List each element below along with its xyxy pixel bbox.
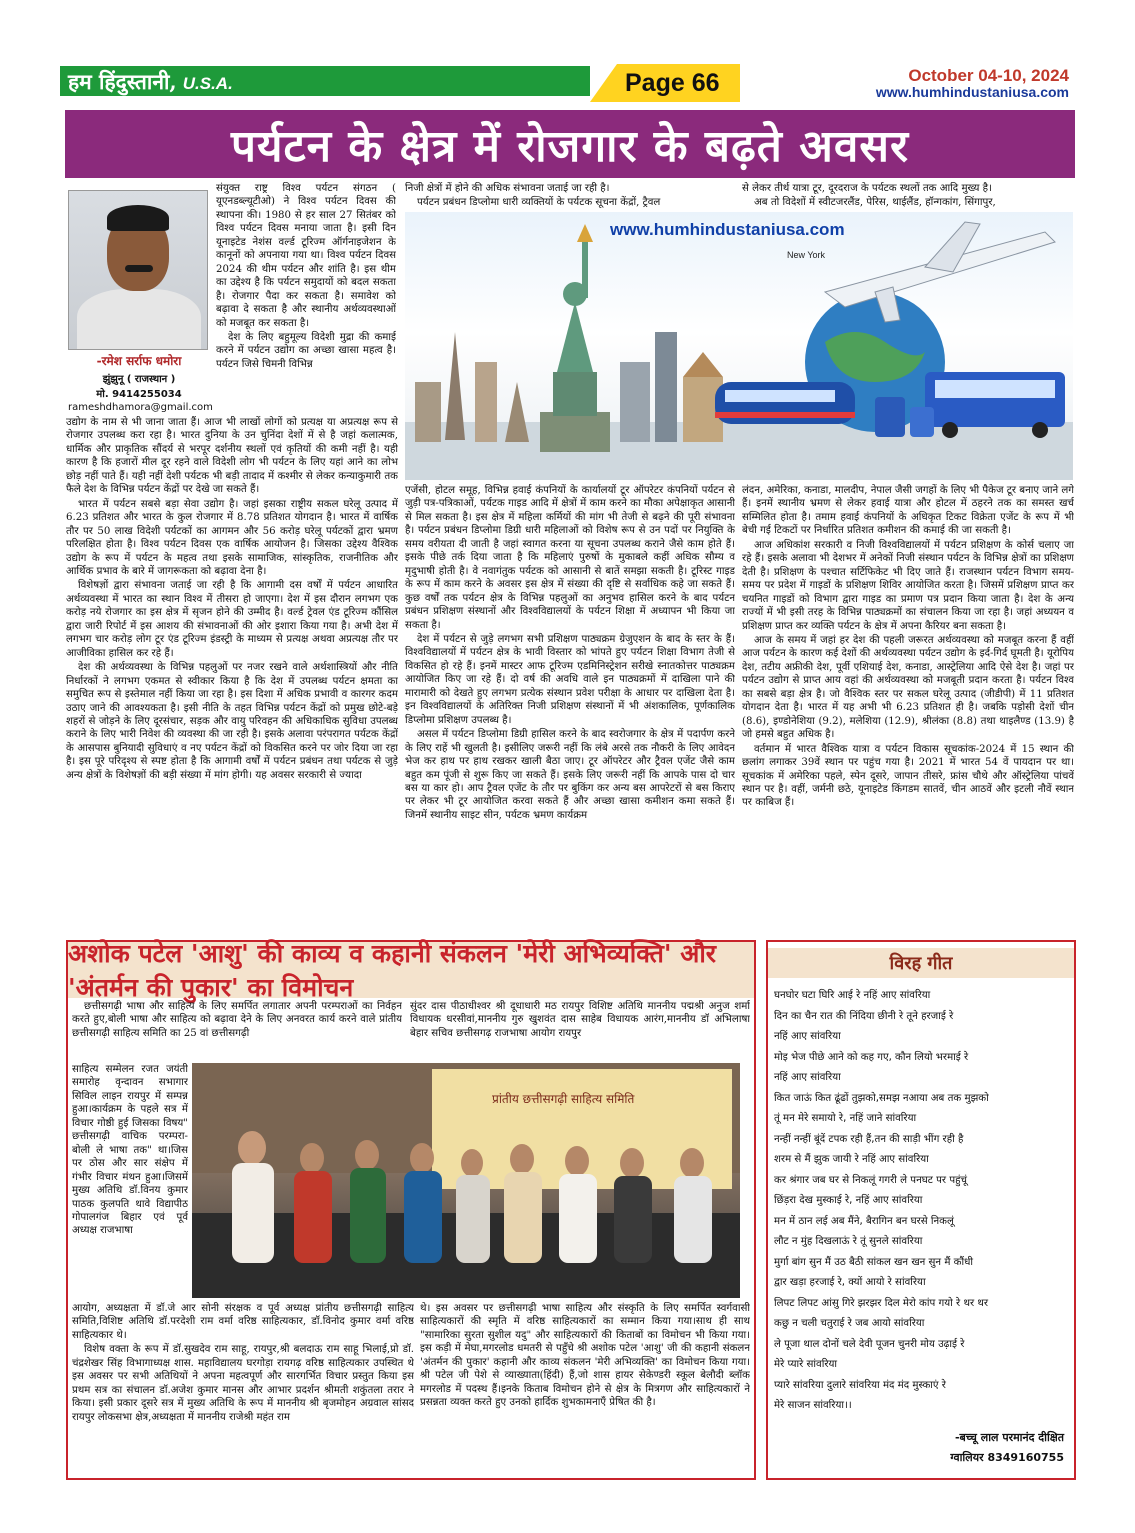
luggage-icon	[875, 397, 905, 437]
tourism-illustration-art	[405, 212, 1073, 480]
article-paragraph: भारत में पर्यटन सबसे बड़ा सेवा उद्योग है। जहां इसका राष्ट्रीय सकल घरेलू उत्पाद में 6.23 प्रतिशत और भारत के कुल रोजगार में 8.78 प्रतिशत योगदान है। भारत में वार्षिक तौर पर 50 लाख विदेशी पर्यटकों का आगमन और 56 करोड़ घरेलू पर्यटकों द्वारा भ्रमण परिलक्षित होता है। विश्व पर्यटन दिवस एक वार्षिक आयोजन है। जिसका उद्देश्य वैश्विक उद्योग के रूप में पर्यटन के महत्व तथा इसके सामाजिक, सांस्कृतिक, राजनीतिक और आर्थिक प्रभाव के बारे में जागरूकता को बढ़ावा देना है।	[66, 498, 398, 577]
feature-intro-left	[72, 1000, 402, 1062]
feature-paragraph: सुंदर दास पीठाधीश्वर श्री दूधाधारी मठ रायपुर विशिष्ट अतिथि माननीय पद्मश्री अनुज शर्मा विधायक धरसीवां,माननीय गुरु खुशवंत दास साहेब विधायक आरंग,माननीय डॉ अभिलाषा बेहार सचिव छत्तीसगढ़ राजभाषा आयोग रायपुर	[410, 1001, 750, 1039]
article-paragraph: देश की अर्थव्यवस्था के विभिन्न पहलुओं पर नजर रखने वाले अर्थशास्त्रियों और नीति निर्धारकों ने लगभग एकमत से स्वीकार किया है कि देश में उपलब्ध पर्यटन क्षमता का समुचित रूप से इस्तेमाल नहीं किया जा रहा है। इस दिशा में अधिक प्रभावी व कारगर कदम उठाए जाने की आवश्यकता है। इसी नीति के तहत विभिन्न पर्यटन केंद्रों को प्रमुख छोटे-बड़े शहरों से जोड़ने के लिए दूरसंचार, सड़क और वायु परिवहन की अधिकाधिक सुविधा उपलब्ध कराने के लिए भारी निवेश की व्यवस्था की जा रही है। इसके अलावा परंपरागत पर्यटक केंद्रों के आसपास बुनियादी सुविधाएं व नए पर्यटन केंद्रों को विकसित करने पर जोर दिया जा रहा है। इस पूरे परिदृश्य से स्पष्ट होता है कि आगामी वर्षों में पर्यटन प्रबंधन तथा पर्यटक से जुड़े अन्य क्षेत्रों के विशेषज्ञों की बड़ी संख्या में मांग होगी। यह अवसर सरकारी से ज्यादा	[66, 662, 398, 781]
event-banner-text: प्रांतीय छत्तीसगढ़ी साहित्य समिति	[492, 1092, 635, 1106]
luggage-icon	[910, 407, 934, 437]
article-paragraph: आज के समय में जहां हर देश की पहली जरूरत अर्थव्यवस्था को मजबूत करना हैं वहीं आज पर्यटन के कारण कई देशों की अर्थव्यवस्था पर्यटन उद्योग के इर्द-गिर्द घूमती है। यूरोपिय देश, तटीय अफ्रीकी देश, पूर्वी एशियाई देश, कनाडा, आस्ट्रेलिया आदि ऐसे देश है। जहां पर पर्यटन उद्योग से प्राप्त आय वहां की अर्थव्यवस्था को मजबूती प्रदान करता है। पर्यटन विश्व का सबसे बड़ा क्षेत्र है। जो वैश्विक स्तर पर सकल घरेलू उत्पाद (जीडीपी) में 11 प्रतिशत योगदान देता है। भारत में यह अभी भी 6.23 प्रतिशत ही है। जबकि पड़ोसी देशों चीन (8.6), इण्डोनेशिया (9.2), मलेशिया (12.9), श्रीलंका (8.8) तथा थाइलैण्ड (13.9) है जो हमसे बहुत अधिक है।	[742, 634, 1074, 741]
page-number: Page 66	[625, 69, 720, 97]
author-photo	[68, 190, 208, 350]
author-byline	[68, 352, 213, 413]
poem-line: कित जाऊं कित ढूंढों तुझको,समझ नआया अब तक मुझको	[774, 1092, 989, 1104]
feature-bottom-left	[72, 1302, 414, 1476]
book-release-headline-banner	[68, 939, 754, 1002]
masthead	[60, 66, 1075, 102]
poem-line: घनघोर घटा घिरि आई रे नहिं आए सांवरिया	[774, 990, 931, 1001]
poem-line: मेरे प्यारे सांवरिया	[774, 1359, 838, 1370]
poem-title-bar	[768, 948, 1074, 978]
poem-line: दिन का चैन रात की निंदिया छीनी रे तूने हरजाई रे	[774, 1010, 954, 1022]
eiffel-tower-icon	[445, 332, 465, 440]
poem-line: शरम से मैं झुक जायी रे नहिं आए सांवरिया	[774, 1154, 929, 1165]
poem-lines	[774, 986, 1070, 1417]
photo-mustache	[125, 265, 153, 272]
poem-title: विरह गीत	[889, 953, 953, 974]
article-paragraph: संयुक्त राष्ट्र विश्व पर्यटन संगठन ( यूएनडब्ल्यूटीओ) ने विश्व पर्यटन दिवस की स्थापना की। 1980 से हर साल 27 सितंबर को विश्व पर्यटन दिवस मनाया जाता है। इसी दिन यूनाइटेड नेशंस वर्ल्ड टूरिज्म ऑर्गनाइजेशन के कानूनों को अपनाया गया था। विश्व पर्यटन दिवस 2024 की थीम पर्यटन और शांति है। इस थीम का उद्देश्य है कि पर्यटन समुदायों को बदल सकता है। रोजगार पैदा कर सकता है। समावेश को बढ़ावा दे सकता है और स्थानीय अर्थव्यवस्थाओं को मजबूत कर सकता है।	[216, 183, 396, 329]
issue-date: October 04-10, 2024	[908, 66, 1069, 85]
article-paragraph: लंदन, अमेरिका, कनाडा, मालदीप, नेपाल जैसी जगहों के लिए भी पैकेज टूर बनाए जाने लगे हैं। इनमें स्थानीय भ्रमण से लेकर हवाई यात्रा और होटल में ठहरने तक का समस्त खर्च सम्मिलित होता है। तमाम हवाई कंपनियों के अधिकृत टिकट विक्रेता एजेंट के रूप में भी बेची गई टिकटों पर निर्धारित प्रतिशत कमीशन की कमाई की जा सकती है।	[742, 485, 1074, 537]
tower-icon	[475, 362, 497, 442]
author-phone: मो. 9414255034	[96, 389, 182, 400]
event-photo-art	[192, 1063, 740, 1298]
poem-line: लिपट लिपट आंसु गिरे झरझर दिल मेरो कांप गयो रे थर थर	[774, 1297, 989, 1309]
article-paragraph: एजेंसी, होटल समूह, विभिन्न हवाई कंपनियों के कार्यालयों टूर ऑपरेटर कंपनियों पर्यटन से जुड़ी पत्र-पत्रिकाओं, पर्यटक गाइड आदि में क्षेत्रों में काम करने का मौका अपेक्षाकृत आसानी से मिल सकता है। इस क्षेत्र में महिला कर्मियों की मांग भी तेजी से बढ़ने की पूरी संभावना है। पर्यटन प्रबंधन डिप्लोमा डिग्री धारी महिलाओं को विशेष रूप से उन पदों पर नियुक्ति के समय वरीयता दी जाती है जहां स्वागत करना या सूचना उपलब्ध कराने जैसे काम होते हैं। इसके पीछे तर्क दिया जाता है कि महिलाएं पुरुषों के मुकाबले कहीं अधिक सौम्य व मृदुभाषी होती है। वे नवागंतुक पर्यटक को आसानी से बातें समझा सकती है। टूरिस्ट गाइड के रूप में काम करने के अवसर इस क्षेत्र में संख्या की दृष्टि से सर्वाधिक कहे जा सकते हैं। कुछ वर्षों तक पर्यटन क्षेत्र के विभिन्न पहलुओं का अनुभव हासिल करने के बाद पर्यटन प्रबंधन प्रशिक्षण संस्थानों और विश्वविद्यालयों के पर्यटन शिक्षा में अध्यापन भी किया जा सकता है।	[405, 485, 735, 631]
poem-line: तूं मन मेरे समायो रे, नहिं जाने सांवरिया	[774, 1113, 917, 1124]
article-paragraph: निजी क्षेत्रों में होने की अधिक संभावना जताई जा रही है।	[405, 183, 610, 194]
publication-region: U.S.A.	[182, 74, 233, 93]
main-headline-banner	[65, 110, 1075, 178]
feature-paragraph: विशेष वक्ता के रूप में डॉ.सुखदेव राम साहू, रायपुर,श्री बलदाऊ राम साहू भिलाई,प्रो डॉ. चंद्रशेखर सिंह विभागाध्यक्ष शास. महाविद्यालय घरगोड़ा रायगढ़ वरिष्ठ साहित्यकार उपस्थित थे इस अवसर पर सभी अतिथियों ने अपना महत्वपूर्ण और सारगर्भित विचार प्रस्तुत किया इस प्रथम सत्र का संचालन डॉ.अजेश कुमार मानस और आभार प्रदर्शन श्रीमती शकुंतला तरार ने किया। इसी प्रकार दूसरे सत्र में मुख्य अतिथि के रूप में माननीय श्री बृजमोहन अग्रवाल सांसद रायपुर लोकसभा क्षेत्र,अध्यक्षता में माननीय राजेश्री महंत राम	[72, 1344, 414, 1423]
author-place: झुंझुनू ( राजस्थान )	[102, 374, 176, 385]
poem-line: नहिं आए सांवरिया	[774, 1031, 841, 1042]
article-paragraph: असल में पर्यटन डिप्लोमा डिग्री हासिल करने के बाद स्वरोजगार के क्षेत्र में पदार्पण करने के लिए राहें भी खुलती है। इसीलिए जरूरी नहीं कि लंबे अरसे तक नौकरी के लिए आवेदन भेज कर हाथ पर हाथ रखकर खाली बैठा जाए। टूर ऑपरेटर और ट्रैवल एजेंट जैसे काम बहुत कम पूंजी से शुरू किए जा सकते हैं। इसके लिए जरूरी नहीं कि आपके पास दो चार बस या कार हो। आप ट्रैवल एजेंट के तौर पर बुकिंग कर अन्य बस आपरेटरों से बस किराए पर लेकर भी टूर आयोजित करवा सकते हैं और अच्छा खासा कमीशन कमा सकते हैं। जिनमें स्थानीय साइट सीन, पर्यटक भ्रमण कार्यक्रम	[405, 729, 735, 821]
feature-bottom-right	[420, 1302, 750, 1476]
article-paragraph: अब तो विदेशों में स्वीटजरलैंड, पेरिस, थाईलैंड, हॉन्गकांग, सिंगापुर,	[754, 197, 996, 209]
article-paragraph: पर्यटन प्रबंधन डिप्लोमा धारी व्यक्तियों के पर्यटक सूचना केंद्रों, ट्रैवल	[417, 197, 661, 209]
photo-hair	[107, 205, 169, 231]
illustration-website[interactable]: www.humhindustaniusa.com	[610, 220, 845, 239]
article-paragraph: देश के लिए बहुमूल्य विदेशी मुद्रा की कमाई करने में पर्यटन उद्योग का अच्छा खासा महत्व है। पर्यटन जिसे चिमनी विभिन्न	[216, 331, 396, 370]
author-name: -रमेश सर्राफ धमोरा	[96, 354, 182, 368]
article-col1-top	[216, 182, 396, 414]
poem-author: -बच्चू लाल परमानंद दीक्षित	[954, 1431, 1064, 1444]
poem-line: मेरे साजन सांवरिया।।	[774, 1400, 852, 1411]
statue-of-liberty-icon	[540, 224, 610, 452]
poem-line: कर श्रंगार जब घर से निकलूं गगरी ले पनघट पर पहुंचूं	[774, 1174, 967, 1186]
article-paragraph: वर्तमान में भारत वैश्विक यात्रा व पर्यटन विकास सूचकांक-2024 में 15 स्थान की छलांग लगाकर 39वें स्थान पर पहुंच गया है। 2021 में भारत 54 वें पायदान पर था। सूचकांक में अमेरिका पहले, स्पेन दूसरे, जापान तीसरे, फ्रांस चौथे और ऑस्ट्रेलिया पांचवें स्थान पर है। वहीं, जर्मनी छठे, यूनाइटेड किंगडम सातवें, चीन आठवें और इटली नौवें स्थान पर काबिज हैं।	[742, 743, 1074, 809]
publication-title: हम हिंदुस्तानी,	[68, 69, 177, 94]
tourism-illustration	[405, 212, 1073, 480]
poem-line: ले पूजा थाल दोनों चले देवी पूजन चुनरी मोय उढ़ाई रे	[774, 1338, 965, 1350]
feature-paragraph: छत्तीसगढ़ी भाषा और साहित्य के लिए समर्पित लगातार अपनी परम्पराओं का निर्वहन करते हुए,बोली भाषा और साहित्य को बढ़ावा देने के लिए अनवरत कार्य करने वाले प्रांतीय छत्तीसगढ़ी साहित्य समिति का 25 वां छत्तीसगढ़ी	[72, 1001, 402, 1039]
author-email[interactable]: rameshdhamora@gmail.com	[68, 402, 213, 413]
article-paragraph: से लेकर तीर्थ यात्रा टूर, दूरदराज के पर्यटक स्थलों तक आदि मुख्य है।	[742, 183, 992, 194]
website-link[interactable]: www.humhindustaniusa.com	[875, 84, 1069, 100]
poem-line: कछु न चली चतुराई रे जब आयो सांवरिया	[774, 1318, 925, 1329]
pagoda-icon	[505, 382, 529, 442]
feature-paragraph: साहित्य सम्मेलन रजत जयंती समारोह वृन्दावन सभागार सिविल लाइन रायपुर में सम्पन्न हुआ।कार्यक्रम के पहले सत्र में विचार गोष्ठी हुई जिसका विषय" छत्तीसगढ़ी वाचिक परम्परा-बोली ले भाषा तक" था।जिस पर ठोस और सार संक्षेप में गंभीर विचार मंथन हुआ।जिसमें मुख्य अतिथि डॉ.विनय कुमार पाठक कुलपति थावे विद्यापीठ गोपालगंज बिहार एवं पूर्व अध्यक्ष राजभाषा	[72, 1064, 188, 1237]
illustration-city-label: New York	[787, 250, 826, 260]
poem-line: मुर्गा बांग सुन मैं उठ बैठी सांकल खन खन सुन मैं कौंधी	[774, 1256, 974, 1268]
poem-line: छिंड़रा देख मुस्काई रे, नहिं आए सांवरिया	[774, 1195, 923, 1206]
book-release-headline: अशोक पटेल 'आशु' की काव्य व कहानी संकलन 'मेरी अभिव्यक्ति' और 'अंतर्मन की पुकार' का विमोचन	[68, 939, 717, 1002]
feature-paragraph: आयोग, अध्यक्षता में डॉ.जे आर सोनी संरक्षक व पूर्व अध्यक्ष प्रांतीय छत्तीसगढ़ी साहित्य समिति,विशिष्ट अतिथि डॉ.परदेशी राम वर्मा वरिष्ठ साहित्यकार, डॉ.विनोद कुमार वर्मा वरिष्ठ साहित्यकार थे।	[72, 1303, 414, 1341]
article-col2-top	[405, 182, 735, 210]
article-col1-bottom	[66, 416, 398, 932]
publication-name	[68, 68, 233, 96]
poem-line: नन्हीं नन्हीं बूंदें टपक रही हैं,तन की साड़ी भींग रही है	[774, 1133, 964, 1145]
article-col2-bottom	[405, 484, 735, 934]
feature-intro-right	[410, 1000, 750, 1062]
poem-author-phone: ग्वालियर 8349160755	[950, 1451, 1064, 1464]
feature-paragraph: थे। इस अवसर पर छत्तीसगढ़ी भाषा साहित्य और संस्कृति के लिए समर्पित स्वर्गवासी साहित्यकारों की स्मृति में वरिष्ठ साहित्यकारों का सम्मान किया गया।साथ ही साथ "सामारिका सुरता सुशील यदु" और साहित्यकारों की किताबों का विमोचन भी किया गया।इस कड़ी में मेघा,मगरलोड धमतरी से पहुँचे श्री अशोक पटेल 'आशु' जी की कहानी संकलन 'अंतर्मन की पुकार' कहानी और काव्य संकलन 'मेरी अभिव्यक्ति' का विमोचन किया गया। श्री पटेल जी पेशे से व्याख्याता(हिंदी) हैं,जो शास हायर सेकेण्डरी स्कूल बेलौदी ब्लॉक मगरलोड में पदस्थ हैं।इनके किताब विमोचन होने से क्षेत्र के मित्रगण और साहित्यकारों ने प्रसन्नता व्यक्त करते हुए उनको हार्दिक शुभकामनाएँ प्रेषित की है।	[420, 1303, 750, 1409]
article-col3-bottom	[742, 484, 1074, 934]
poem-line: प्यारे सांवरिया दुलारे सांवरिया मंद मंद मुस्काएं रे	[774, 1379, 946, 1391]
article-col3-top	[742, 182, 1074, 210]
feature-side-column	[72, 1063, 188, 1299]
book-release-event-photo	[192, 1063, 740, 1298]
train-icon	[715, 382, 855, 424]
article-paragraph: आज अधिकांश सरकारी व निजी विश्वविद्यालयों में पर्यटन प्रशिक्षण के कोर्स चलाए जा रहे हैं। इसके अलावा भी देशभर में अनेकों निजी संस्थान पर्यटन के विभिन्न क्षेत्रों का प्रशिक्षण देती है। प्रशिक्षण के पश्चात सर्टिफिकेट भी दिए जाते हैं। राजस्थान पर्यटन विभाग समय-समय पर प्रदेश में गाइडों के प्रशिक्षण शिविर आयोजित करता है। जिसमें प्रशिक्षण प्राप्त कर चयनित गाइडों को विभाग द्वारा गाइड का प्रमाण पत्र प्रदान किया जाता है। देश के अन्य राज्यों में भी इसी तरह के विभिन्न पाठ्यक्रमों का संचालन किया जा रहा है। जहां अध्ययन व प्रशिक्षण प्राप्त कर व्यक्ति पर्यटन के क्षेत्र में अपना कैरियर बना सकता है।	[742, 539, 1074, 632]
article-paragraph: विशेषज्ञों द्वारा संभावना जताई जा रही है कि आगामी दस वर्षों में पर्यटन आधारित अर्थव्यवस्था में भारत का स्थान विश्व में तीसरा हो जाएगा। देश में इस दौरान लगभग एक करोड़ नये रोजगार का इस क्षेत्र में सृजन होने की उम्मीद है। वर्ल्ड ट्रेवल एंड टूरिज्म कौंसिल द्वारा जारी रिपोर्ट में इस आशय की संभावनाओं की ओर इशारा किया गया है। अभी देश में लगभग चार करोड़ लोग टूर एंड टूरिज्म इंडस्ट्री के माध्यम से प्रत्यक्ष अथवा अप्रत्यक्ष तौर पर आजीविका हासिल कर रहे हैं।	[66, 580, 398, 659]
photo-shirt	[77, 289, 201, 350]
poem-line: नहिं आए सांवरिया	[774, 1072, 841, 1083]
article-paragraph: देश में पर्यटन से जुड़े लगभग सभी प्रशिक्षण पाठ्यक्रम ग्रेजुएशन के बाद के स्तर के हैं। विश्वविद्यालयों में पर्यटन क्षेत्र के भावी विस्तार को भांपते हुए पर्यटन शिक्षा विभाग तेजी से विकसित हो रहे हैं। इनमें मास्टर आफ टूरिज्म एडमिनिस्ट्रेशन सरीखे स्नातकोत्तर पाठ्यक्रम आयोजित किए जा रहे हैं। दो वर्ष की अवधि वाले इन पाठ्यक्रमों में दाखिला पाने की मारामारी को देखते हुए लगभग प्रत्येक संस्थान प्रवेश परीक्षा के आधार पर दाखिला देता है। इन विश्वविद्यालयों के अतिरिक्त निजी प्रशिक्षण संस्थानों में भी अंशकालिक, पूर्णकालिक डिप्लोमा प्रशिक्षण उपलब्ध है।	[405, 633, 735, 726]
poem-box	[766, 940, 1076, 1480]
poem-line: द्वार खड़ा हरजाई रे, क्यों आयो रे सांवरिया	[774, 1277, 926, 1288]
poem-line: लौट न मुंह दिखलाऊं रे तूं सुनले सांवरिया	[774, 1236, 923, 1247]
poem-line: मन में ठान लई अब मैंने, बैरागिन बन घरसे निकलूं	[774, 1215, 954, 1227]
article-paragraph: उद्योग के नाम से भी जाना जाता हैं। आज भी लाखों लोगों को प्रत्यक्ष या अप्रत्यक्ष रूप से रोजगार उपलब्ध करा रहा है। भारत दुनिया के उन चुनिंदा देशों में से है जहां कलात्मक, धार्मिक और प्राकृतिक सौंदर्य से भरपूर दर्शनीय स्थलों एवं कृतियों की कमी नहीं है। यही कारण है कि हजारों मील दूर रहने वाले विदेशी लोग भी पर्यटन के लिए यहां आने का लोभ छोड़ नहीं पाते हैं। यही नहीं देशी पर्यटक भी बड़ी तादाद में कश्मीर से लेकर कन्याकुमारी तक फैले देश के विभिन्न पर्यटन केंद्रों पर देखे जा सकते हैं।	[66, 417, 398, 496]
poem-line: मोइ भेज पीछे आने को कह गए, कौन लियो भरमाई रे	[774, 1051, 969, 1063]
main-headline: पर्यटन के क्षेत्र में रोजगार के बढ़ते अवसर	[230, 121, 910, 172]
